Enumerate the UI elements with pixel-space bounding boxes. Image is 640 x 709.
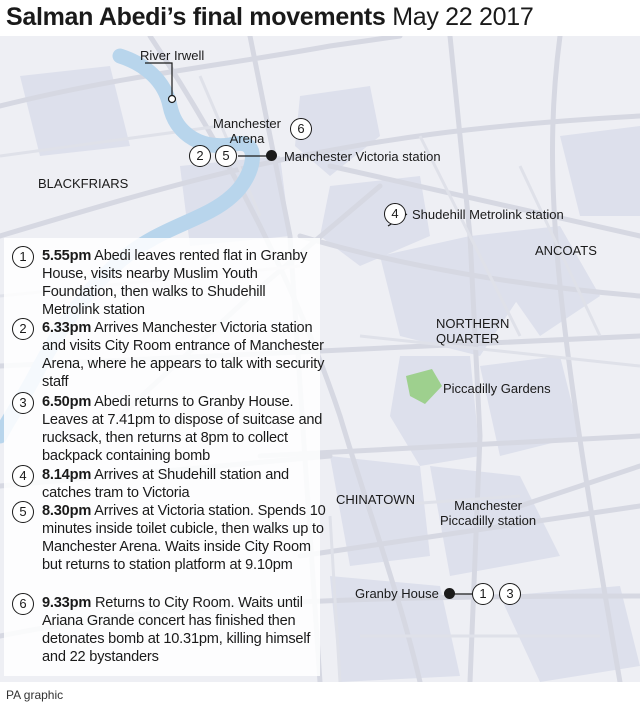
label-piccadilly-gardens: Piccadilly Gardens [443, 381, 551, 396]
label-blackfriars: BLACKFRIARS [38, 176, 129, 191]
label-piccadilly-station: Manchester Piccadilly station [440, 498, 537, 528]
timeline-text [42, 466, 326, 502]
timeline-text [42, 319, 326, 391]
timeline-description: Arrives Manchester Victoria station and visits City Room entrance of Manchester Arena, where he appears to talk with security staff [42, 320, 325, 390]
timeline-number: 1 [12, 246, 34, 268]
label-northern-quarter: NORTHERN QUARTER [436, 316, 510, 346]
marker-3-granby: 3 [499, 583, 521, 605]
label-shudehill: Shudehill Metrolink station [412, 207, 564, 222]
marker-1-granby: 1 [472, 583, 494, 605]
timeline-time: 5.55pm [42, 248, 92, 264]
label-manchester-arena: Manchester Arena [213, 116, 281, 146]
timeline-number: 3 [12, 392, 34, 414]
timeline-text [42, 393, 326, 465]
timeline-description: Abedi leaves rented flat in Granby House, visits nearby Muslim Youth Foundation, then walks to Shudehill Metrolink station [42, 248, 308, 318]
timeline-description: Arrives at Victoria station. Spends 10 minutes inside toilet cubicle, then walks up to Manchester Arena. Waits inside City Room but returns to station platform at 9.10pm [42, 503, 326, 573]
marker-4-shudehill: 4 [384, 203, 406, 225]
marker-5-victoria: 5 [215, 145, 237, 167]
timeline-time: 6.50pm [42, 394, 92, 410]
river-pointer-dot [169, 96, 176, 103]
timeline-number: 2 [12, 318, 34, 340]
map-title [6, 0, 533, 36]
timeline-time: 8.30pm [42, 503, 92, 519]
timeline-time: 9.33pm [42, 595, 92, 611]
marker-2-victoria: 2 [189, 145, 211, 167]
timeline-number: 6 [12, 593, 34, 615]
title-date: May 22 2017 [392, 3, 534, 31]
timeline-description: Arrives at Shudehill station and catches tram to Victoria [42, 467, 289, 501]
label-victoria-station: Manchester Victoria station [284, 149, 441, 164]
timeline-time: 8.14pm [42, 467, 92, 483]
timeline-text [42, 247, 326, 319]
timeline-number: 5 [12, 501, 34, 523]
title-main: Salman Abedi’s final movements [6, 3, 386, 31]
granby-house-dot [444, 588, 455, 599]
label-ancoats: ANCOATS [535, 243, 597, 258]
label-chinatown: CHINATOWN [336, 492, 415, 507]
label-river-irwell: River Irwell [140, 48, 205, 63]
timeline-description: Abedi returns to Granby House. Leaves at 7.41pm to dispose of suitcase and rucksack, then returns at 8pm to collect backpack containing bomb [42, 394, 323, 464]
timeline-time: 6.33pm [42, 320, 92, 336]
timeline-panel [4, 238, 326, 676]
timeline-description: Returns to City Room. Waits until Ariana Grande concert has finished then detonates bomb at 10.31pm, killing himself and 22 bystanders [42, 595, 311, 665]
credit-text: PA graphic [6, 688, 64, 702]
timeline-number: 4 [12, 465, 34, 487]
label-granby-house: Granby House [355, 586, 439, 601]
victoria-station-dot [266, 150, 277, 161]
marker-6-arena: 6 [290, 118, 312, 140]
timeline-text [42, 502, 326, 574]
timeline-text [42, 594, 326, 666]
